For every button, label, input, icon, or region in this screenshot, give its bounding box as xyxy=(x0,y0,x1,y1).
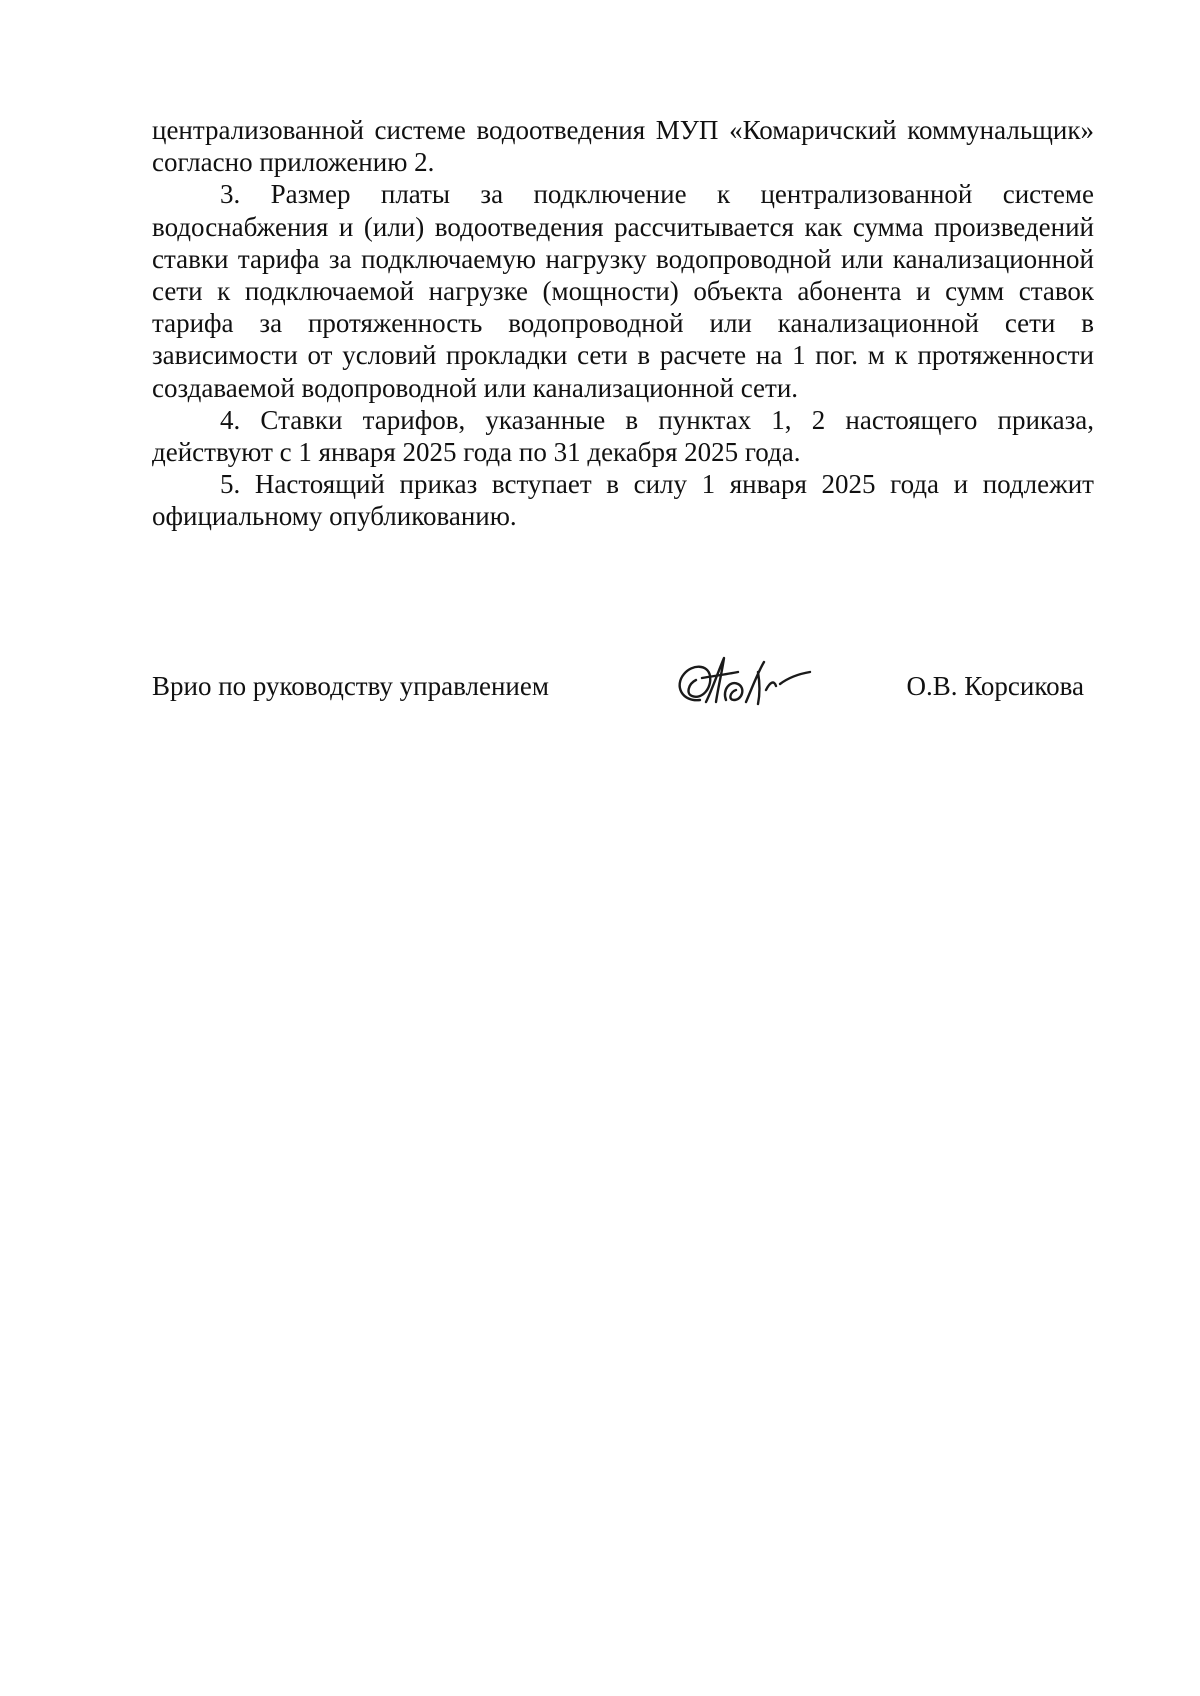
signatory-position: Врио по руководству управлением xyxy=(152,671,549,701)
paragraph-continuation: централизованной системе водоотведения МУП «Комаричский коммунальщик» согласно приложению 2. xyxy=(152,115,1094,178)
paragraph-item-3: 3. Размер платы за подключение к централизованной системе водоснабжения и (или) водоотведения рассчитывается как сумма произведений ставки тарифа за подключаемую нагрузку водопроводной или канализационной сети к подключаемой нагрузке (мощности) объекта абонента и сумм ставок тарифа за протяженность водопроводной или канализационной сети в зависимости от условий прокладки сети в расчете на 1 пог. м к протяженности создаваемой водопроводной или канализационной сети. xyxy=(152,179,1094,403)
paragraph-item-4: 4. Ставки тарифов, указанные в пунктах 1, 2 настоящего приказа, действуют с 1 января 2025 года по 31 декабря 2025 года. xyxy=(152,404,1094,468)
document-body xyxy=(152,114,1094,533)
handwritten-signature xyxy=(662,650,822,722)
signature-block xyxy=(152,650,1094,730)
signatory-name: О.В. Корсикова xyxy=(906,671,1084,701)
paragraph-item-5: 5. Настоящий приказ вступает в силу 1 января 2025 года и подлежит официальному опубликованию. xyxy=(152,469,1094,532)
